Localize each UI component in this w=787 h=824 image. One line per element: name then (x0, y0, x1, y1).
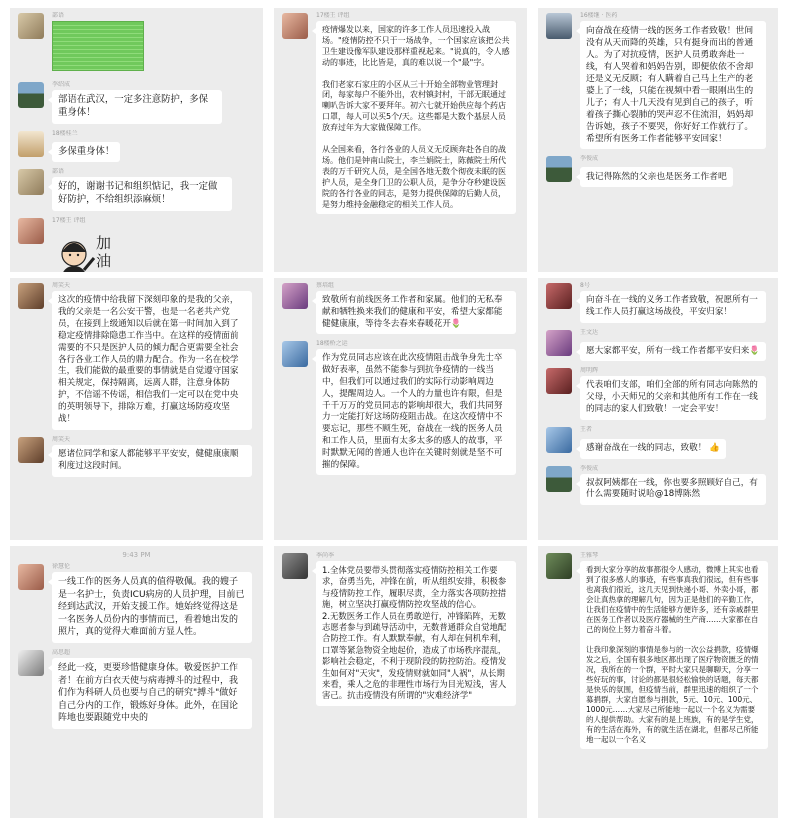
sender-name: 周笑天 (52, 435, 71, 443)
chat-message (274, 340, 527, 475)
timestamp: 9:43 PM (122, 551, 151, 559)
avatar[interactable] (18, 650, 44, 676)
sender-name: 王文达 (580, 328, 599, 336)
sender-name: 18楼桥之运 (316, 340, 348, 348)
message-bubble[interactable]: 代表咱们支部，咱们全部的所有同志向陈然的父母，小天师兄的父亲和其他所有工作在一线的同志的家人们致敬！一定会平安！ (580, 376, 766, 419)
chat-panel-5 (274, 278, 527, 540)
sender-name: 徐慧伦 (52, 563, 71, 570)
message-bubble[interactable]: 一线工作的医务人员真的值得敬佩。我的嫂子是一名护士，负责ICU病房的人员护理，目前已经到达武汉，开始支援工作。她始终觉得这是一名医务人员份内的事情而已，看着她出发的照片，真的觉得大难面前方显人性。 (52, 572, 252, 643)
chat-message (10, 168, 263, 211)
photo-thumbnail[interactable] (52, 21, 144, 71)
chat-message (10, 12, 263, 75)
chat-panel-6 (538, 278, 778, 540)
message-bubble[interactable] (580, 439, 726, 459)
chat-message (10, 282, 263, 430)
chat-message (538, 552, 778, 749)
chat-message (10, 217, 263, 272)
chat-message (10, 563, 263, 643)
avatar[interactable] (18, 169, 44, 195)
avatar[interactable] (546, 553, 572, 579)
sticker-message[interactable] (52, 226, 124, 272)
sender-name: 高思超 (52, 648, 71, 656)
chat-message (10, 436, 263, 477)
chat-message (10, 130, 263, 163)
chat-panel-4 (10, 278, 263, 540)
message-bubble[interactable]: 我记得陈然的父亲也是医务工作者吧 (580, 167, 733, 187)
thumbs-up-icon: 👍 (709, 442, 720, 453)
message-text: 感谢奋战在一线的同志，致敬！ (586, 442, 707, 453)
message-bubble[interactable]: 部语在武汉，一定多注意防护，多保重身体！ (52, 90, 222, 124)
sender-name: 部语 (52, 12, 65, 19)
avatar[interactable] (546, 427, 572, 453)
sender-name: 周明辉 (580, 367, 599, 375)
sender-name: 17楼王 评组 (316, 12, 350, 19)
avatar[interactable] (546, 330, 572, 356)
sender-name: 周笑天 (52, 282, 71, 289)
avatar[interactable] (18, 131, 44, 157)
sender-name: 李俊成 (580, 464, 599, 472)
sticker-figure-icon (52, 226, 124, 272)
chat-message (538, 465, 778, 506)
message-bubble[interactable]: 愿诸位同学和家人都能够平平安安，健健康康顺利度过这段时间。 (52, 445, 252, 477)
avatar[interactable] (18, 82, 44, 108)
avatar[interactable] (18, 564, 44, 590)
sender-name: 8号 (580, 282, 590, 289)
avatar[interactable] (282, 13, 308, 39)
avatar[interactable] (18, 13, 44, 39)
message-bubble[interactable]: 向奋战在疫情一线的医务工作者致敬！世间没有从天而降的英雄，只有挺身而出的普通人。为了对抗疫情，医护人员勇敢奔赴一线，有人哭着和妈妈告别，即便依依不舍却还是义无反顾；有人瞒着自己马上生产的老婆上了一线，只能在视频中看一眼刚出生的儿子；有人十几天没有见到自己的孩子，听着孩子撕心裂肺的哭声忍不住流泪，妈妈却告诉她，孩子不要哭，你好好工作就行了。 希望所有医务工作者能够平安回家！ (580, 21, 766, 149)
avatar[interactable] (546, 368, 572, 394)
message-bubble[interactable]: 向奋斗在一线的义务工作者致敬，祝愿所有一线工作人员打赢这场战役，平安归家！ (580, 291, 766, 323)
avatar[interactable] (282, 283, 308, 309)
avatar[interactable] (18, 283, 44, 309)
avatar[interactable] (546, 466, 572, 492)
message-bubble[interactable]: 多保重身体！ (52, 142, 120, 163)
chat-panel-3 (538, 8, 778, 272)
message-bubble[interactable]: 致敬所有前线医务工作者和家属。他们的无私奉献和牺牲换来我们的健康和平安，希望大家都能健健康康，等待冬去春来春暖花开🌷 (316, 291, 516, 334)
sender-name: 部语 (52, 168, 65, 176)
message-bubble[interactable]: 1.全体党员要带头贯彻落实疫情防控相关工作要求，奋勇当先，冲锋在前，听从组织安排，积极参与疫情防控工作，履职尽责，全力落实各项防控措施，树立坚决打赢疫情防控攻坚战的信心。 2.无数医务工作人员在勇敢逆行，冲锋陷阵，无数志愿者参与到疏导活动中，无数普通群众自觉地配合防控工作。有人默默奉献，有人却在伺机牟利，口罩等紧急物资全地起价，造成了市场秩序混乱，影响社会稳定，不利于现阶段的防控防治。疫情发生如何对"天灾"，发疫情财就如同"人祸"，从长期来看，乘人之危的非理性市场行为目光短浅，害人害己。抗击疫情没有所谓的"灾难经济学" (316, 561, 516, 706)
chat-message (538, 367, 778, 419)
message-bubble[interactable]: 愿大家都平安，所有一线工作者都平安归来🌷 (580, 342, 766, 362)
avatar[interactable] (546, 156, 572, 182)
chat-message (274, 282, 527, 334)
avatar[interactable] (546, 283, 572, 309)
chat-message (538, 426, 778, 459)
chat-panel-8 (274, 546, 527, 818)
avatar[interactable] (546, 13, 572, 39)
chat-message (274, 12, 527, 214)
sender-name: 16楼继 · 医药 (580, 12, 618, 19)
sender-name: 季尚季 (316, 552, 335, 559)
avatar[interactable] (18, 218, 44, 244)
sender-name: 17楼王 评组 (52, 216, 86, 224)
chat-message (10, 81, 263, 124)
sender-name: 王者 (580, 425, 593, 433)
sender-name: 李绍成 (52, 81, 71, 88)
avatar[interactable] (282, 341, 308, 367)
sender-name: 蔡培组 (316, 282, 335, 289)
chat-panel-9 (538, 546, 778, 818)
chat-message (538, 155, 778, 187)
message-bubble[interactable]: 这次的疫情中给我留下深刻印象的是我的父亲，我的父亲是一名公安干警，也是一名老共产党员，在接到上级通知以后就在第一时间加入到了稳定疫情排除隐患工作当中。在这样的疫情面前需要的不只是医护人员的倾力配合更需要全社会各行各业工作人员的鼎力配合。作为一名在校学生，我们能做的最重要的事情就是自觉遵守国家相关规定，保持隔离，远离人群，注意身体防护，不信谣不传谣，相信我们一定可以在党中央的英明领导下，排除万难，打赢这场防疫攻坚战！ (52, 291, 252, 430)
cheer-sticker[interactable] (52, 226, 124, 272)
chat-message (538, 329, 778, 362)
message-bubble[interactable]: 好的，谢谢书记和组织惦记，我一定做好防护，不给组织添麻烦！ (52, 177, 232, 211)
message-bubble[interactable]: 疫情爆发以来，国家的许多工作人员迅速投入战场。"疫情防控不只于一场战争，一个国家应该把公共卫生建设像军队建设那样重视起来。"说真的，令人感动的事迹，比比皆是，真的难以说一个"最"字。 我们老家石家庄的小区从三十开始全部物业管理封闭，每家每户不能外出，农村镇封村，干部无眠通过喇叭告诉大家不要拜年。初六七就开始供应每个药店口罩，每人可以买5个/天。这些都是大数个基层人员放弃过年为大家做保障工作。 从全国来看，各行各业的人员义无反顾奔赴各自的战场。他们是钟南山院士，李兰娟院士，陈薇院士所代表的万千研究人员，是全国各地无数个彻夜未眠的医护人员，是全身门卫的公职人员，是争分夺秒建设医院的各行各业的同志，是努力提供保障的后勤人员，是努力维持金融稳定的相关工作人员。 (316, 21, 516, 214)
chat-message (538, 282, 778, 323)
chat-message (274, 552, 527, 706)
message-bubble[interactable]: 看到大家分享的故事都很令人感动，微博上其实也看到了很多感人的事迹，有些事真我们很远，但有些事也离我们很近，这几天见到快递小哥、外卖小哥，都会让真热拿的理解几句，因为正是他们的辛勤工作，让我们在疫情中的生活能够方便许多，还有亲戚群里在医务工作者以及医疗器械的生产商……大家都在自己的岗位上努力着奋斗着。 让我印象深刻的事情是参与的一次公益捐款，疫情爆发之后，全国有很多地区都出现了医疗物资匮乏的情况，我所在的一个群，平时大家只是聊聊天，分享一些好玩的事，讨论的都是很轻松愉快的话题，每天都是快乐的氛围，但疫情当前，群里迅速的组织了一个募捐群，大家自愿参与捐款，5元、10元、100元、1000元……大家尽己所能地一起以一个名义为需要的人提供帮助。大家有的是上班族，有的是学生党，有的生活在海外，有的就生活在湖北，但都尽己所能地一起以一个名义 (580, 561, 768, 749)
chat-message (538, 12, 778, 149)
chat-panel-2 (274, 8, 527, 272)
avatar[interactable] (18, 437, 44, 463)
message-bubble[interactable]: 作为党员同志应该在此次疫情阻击战争身先士卒做好表率，虽然不能参与到抗争疫情的一线当中，但我们可以通过我们的实际行动影响周边人，提醒周边人。一个人的力量也许有限，但是千千万万的党员同志的影响却很大，我们共同努力一定能打好这场防疫阻击战。在这次疫情中不要忘记，那些不顾生死，奋战在一线的医务人员和工作人员，里面有太多太多的感人的故事，平时默默无闻的普通人也许在关键时刻就是坚不可摧的保障。 (316, 349, 516, 475)
chat-panel-1 (10, 8, 263, 272)
message-bubble[interactable]: 经此一疫，更要珍惜健康身体。敬爱医护工作者！在前方白衣天使与病毒搏斗的过程中，我们作为科研人员也要与自己的研究"搏斗"做好自己分内的工作，锻炼好身体。此外，在国论阵地也要跟随党中央的 (52, 658, 252, 729)
chat-message (10, 649, 263, 729)
image-message[interactable] (52, 21, 144, 71)
message-bubble[interactable]: 叔叔阿姨都在一线，你也要多照顾好自己，有什么需要随时说哈@18博陈然 (580, 474, 766, 506)
sender-name: 18楼桂兰 (52, 129, 78, 137)
sender-name: 李俊成 (580, 155, 599, 162)
chat-panel-7 (10, 546, 263, 818)
avatar[interactable] (282, 553, 308, 579)
sender-name: 王雅琴 (580, 552, 599, 559)
sticker-caption: 加油 (96, 233, 112, 270)
